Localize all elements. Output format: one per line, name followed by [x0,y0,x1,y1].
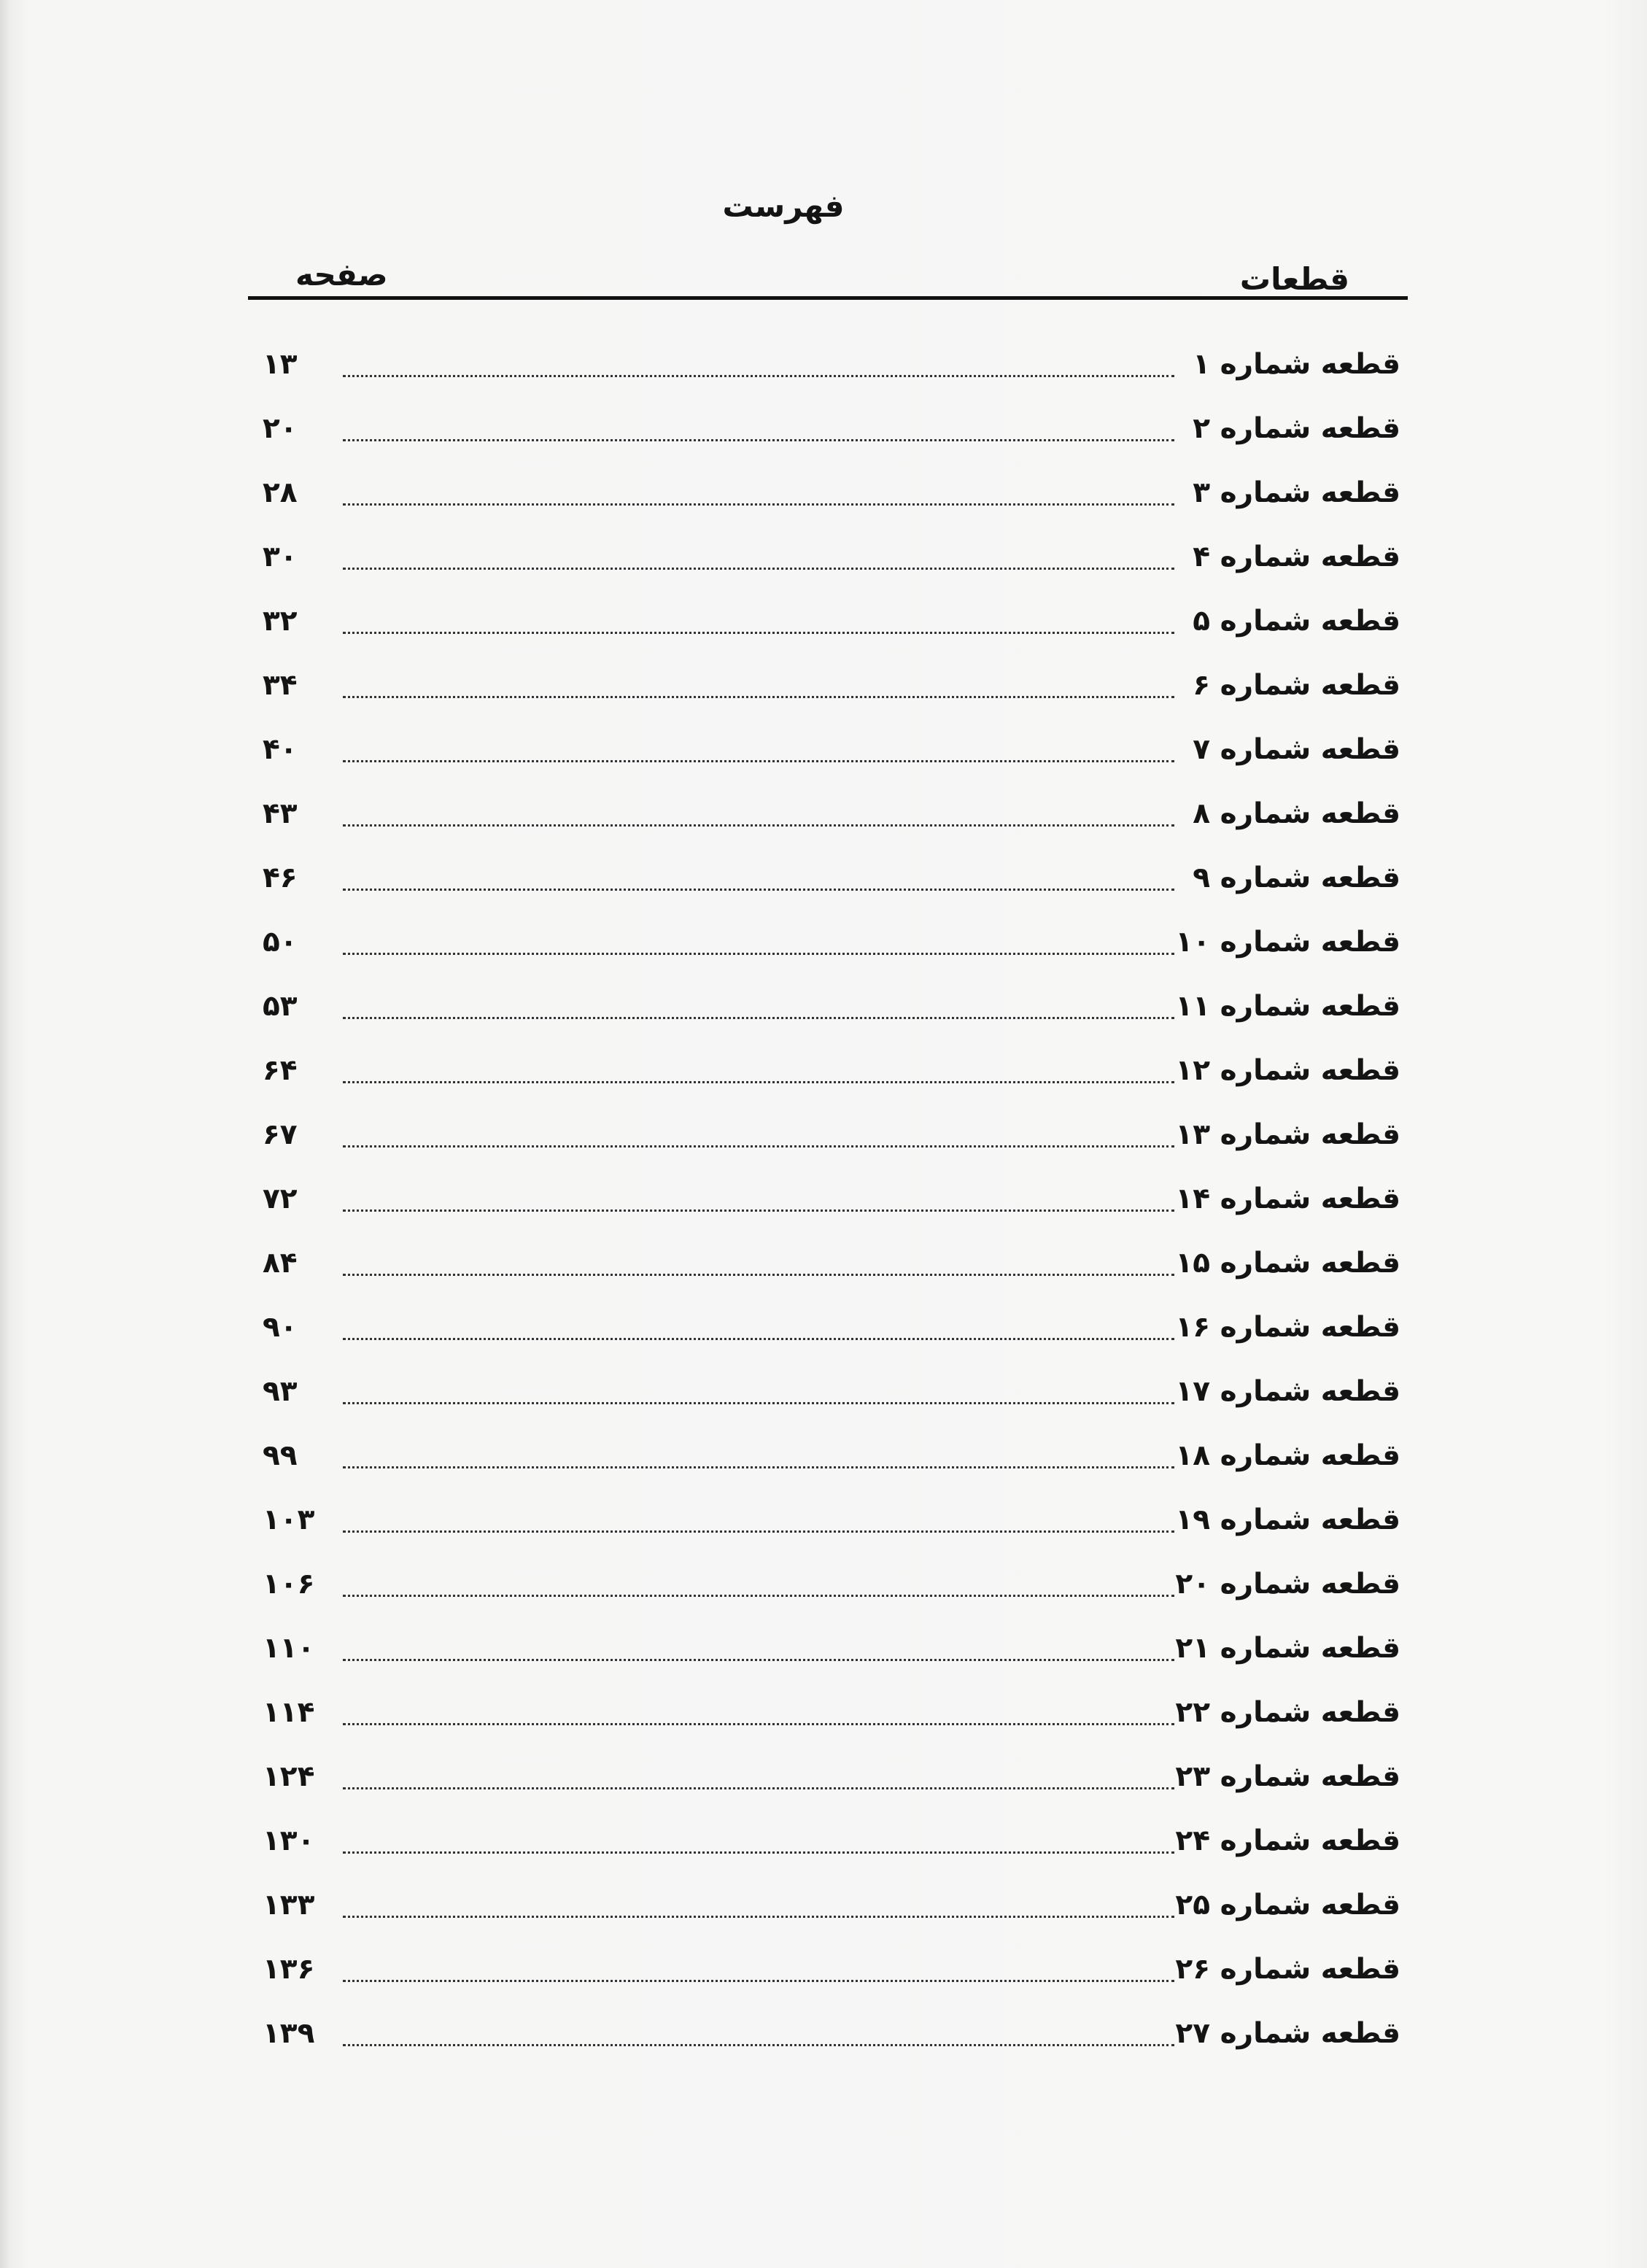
dot-leader [343,1210,1174,1212]
dot-leader [343,1402,1174,1404]
dot-leader [343,1017,1174,1019]
entry-page-number: ۲۸ [263,476,298,509]
entry-label: قطعه شماره ۱ [1193,347,1400,381]
dot-leader [343,503,1174,506]
entry-label: قطعه شماره ۸ [1193,797,1400,830]
entry-page-number: ۱۳۶ [263,1952,315,1986]
entry-label: قطعه شماره ۲ [1193,411,1400,445]
toc-entry[interactable] [263,525,1400,589]
dot-leader [343,1530,1174,1533]
entry-page-number: ۱۲۴ [263,1760,315,1793]
dot-leader [343,1595,1174,1597]
toc-entry[interactable] [263,589,1400,653]
toc-entry[interactable] [263,1231,1400,1295]
entry-label: قطعه شماره ۱۸ [1175,1439,1400,1472]
entry-label: قطعه شماره ۵ [1193,604,1400,638]
toc-entry[interactable] [263,1487,1400,1552]
entry-page-number: ۵۳ [263,989,298,1023]
entry-page-number: ۱۳۳ [263,1888,315,1921]
entry-page-number: ۴۰ [263,732,298,766]
dot-leader [343,1081,1174,1083]
entry-label: قطعه شماره ۲۲ [1175,1695,1400,1729]
toc-entry[interactable] [263,781,1400,845]
entry-label: قطعه شماره ۱۷ [1175,1374,1400,1408]
dot-leader [343,375,1174,377]
entry-page-number: ۳۰ [263,540,298,573]
toc-entry[interactable] [263,1295,1400,1359]
entry-label: قطعه شماره ۲۰ [1175,1567,1400,1601]
toc-entry[interactable] [263,460,1400,525]
entry-label: قطعه شماره ۶ [1193,668,1400,702]
toc-entry[interactable] [263,1423,1400,1487]
dot-leader [343,1980,1174,1982]
toc-entry[interactable] [263,1552,1400,1616]
entry-page-number: ۹۳ [263,1374,298,1408]
dot-leader [343,696,1174,698]
entry-page-number: ۱۱۴ [263,1695,315,1729]
entry-label: قطعه شماره ۲۶ [1175,1952,1400,1986]
toc-entry[interactable] [263,1744,1400,1808]
toc-entry[interactable] [263,910,1400,974]
column-header-pieces: قطعات [1239,261,1349,297]
dot-leader [343,824,1174,827]
entry-label: قطعه شماره ۱۹ [1175,1503,1400,1536]
entry-label: قطعه شماره ۷ [1193,732,1400,766]
entry-page-number: ۶۷ [263,1118,298,1151]
entry-page-number: ۹۹ [263,1439,298,1472]
header-divider [248,296,1408,300]
toc-entry[interactable] [263,1359,1400,1423]
entry-label: قطعه شماره ۲۱ [1175,1631,1400,1665]
column-header-page: صفحه [295,257,388,293]
dot-leader [343,1851,1174,1854]
toc-entry[interactable] [263,332,1400,396]
dot-leader [343,760,1174,762]
dot-leader [343,632,1174,634]
toc-entry[interactable] [263,1680,1400,1744]
entry-page-number: ۴۳ [263,797,298,830]
dot-leader [343,1723,1174,1725]
entry-page-number: ۷۲ [263,1182,298,1215]
entry-label: قطعه شماره ۴ [1193,540,1400,573]
entry-label: قطعه شماره ۹ [1193,861,1400,894]
toc-entry[interactable] [263,845,1400,910]
dot-leader [343,2044,1174,2046]
toc-entry[interactable] [263,653,1400,717]
entry-label: قطعه شماره ۱۰ [1175,925,1400,959]
entry-label: قطعه شماره ۱۲ [1175,1053,1400,1087]
entry-label: قطعه شماره ۱۵ [1175,1246,1400,1280]
dot-leader [343,439,1174,441]
toc-entry[interactable] [263,717,1400,781]
dot-leader [343,1338,1174,1340]
entry-page-number: ۳۲ [263,604,298,638]
toc-entry[interactable] [263,1166,1400,1231]
dot-leader [343,889,1174,891]
entry-label: قطعه شماره ۱۱ [1175,989,1400,1023]
entry-label: قطعه شماره ۲۳ [1175,1760,1400,1793]
entry-page-number: ۱۳ [263,347,298,381]
toc-entry[interactable] [263,1937,1400,2001]
entry-label: قطعه شماره ۲۵ [1175,1888,1400,1921]
entry-page-number: ۸۴ [263,1246,298,1280]
toc-entry[interactable] [263,1873,1400,1937]
toc-entry[interactable] [263,1808,1400,1873]
entry-label: قطعه شماره ۲۷ [1175,2016,1400,2050]
dot-leader [343,1145,1174,1147]
entry-page-number: ۱۰۳ [263,1503,315,1536]
entry-label: قطعه شماره ۱۴ [1175,1182,1400,1215]
entry-page-number: ۱۳۹ [263,2016,315,2050]
dot-leader [343,568,1174,570]
entry-label: قطعه شماره ۲۴ [1175,1824,1400,1857]
toc-entry[interactable] [263,974,1400,1038]
toc-header [248,257,1408,298]
toc-list [263,332,1400,2065]
entry-label: قطعه شماره ۱۶ [1175,1310,1400,1344]
dot-leader [343,1274,1174,1276]
toc-entry[interactable] [263,1102,1400,1166]
entry-page-number: ۱۳۰ [263,1824,315,1857]
toc-entry[interactable] [263,2001,1400,2065]
toc-entry[interactable] [263,1616,1400,1680]
entry-page-number: ۱۱۰ [263,1631,315,1665]
entry-page-number: ۱۰۶ [263,1567,315,1601]
entry-page-number: ۵۰ [263,925,298,959]
toc-entry[interactable] [263,396,1400,460]
dot-leader [343,953,1174,955]
dot-leader [343,1659,1174,1661]
entry-label: قطعه شماره ۱۳ [1175,1118,1400,1151]
entry-page-number: ۹۰ [263,1310,298,1344]
entry-page-number: ۴۶ [263,861,298,894]
page-title: فهرست [722,188,845,224]
entry-page-number: ۳۴ [263,668,298,702]
entry-page-number: ۶۴ [263,1053,298,1087]
toc-entry[interactable] [263,1038,1400,1102]
entry-label: قطعه شماره ۳ [1193,476,1400,509]
entry-page-number: ۲۰ [263,411,298,445]
dot-leader [343,1916,1174,1918]
dot-leader [343,1787,1174,1789]
dot-leader [343,1466,1174,1468]
